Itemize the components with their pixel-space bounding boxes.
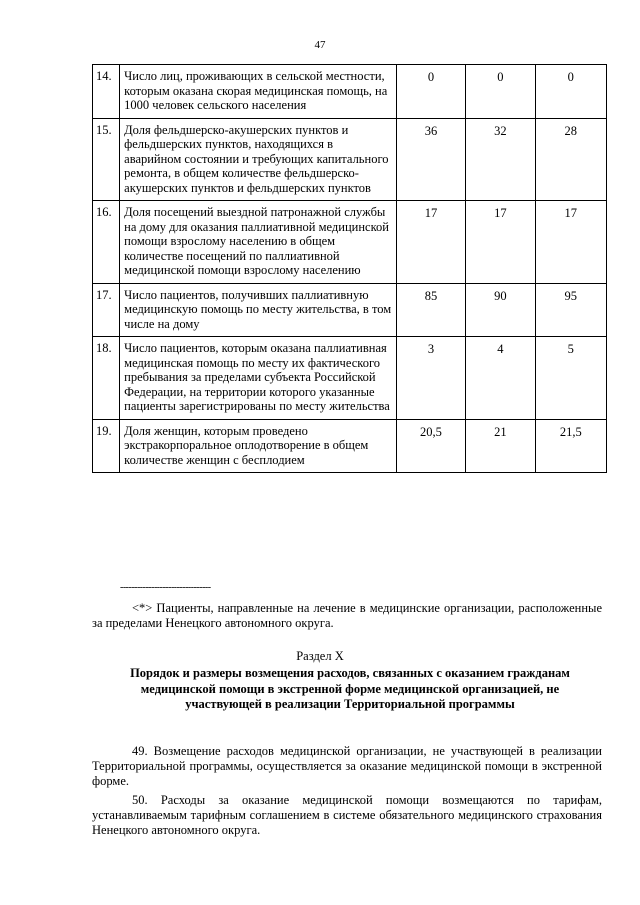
value-year-2: 4 xyxy=(466,337,535,420)
row-number: 17. xyxy=(93,283,120,337)
row-number: 14. xyxy=(93,65,120,119)
indicator-name: Число лиц, проживающих в сельской местности, которым оказана скорая медицинская помощь, на 1000 человек сельского населения xyxy=(120,65,397,119)
row-number: 16. xyxy=(93,201,120,284)
value-year-1: 0 xyxy=(396,65,465,119)
footnote-text: <*> Пациенты, направленные на лечение в медицинские организации, расположенные за пределами Ненецкого автономного округа. xyxy=(92,601,602,630)
row-number: 15. xyxy=(93,118,120,201)
value-year-2: 90 xyxy=(466,283,535,337)
table-row xyxy=(93,283,607,337)
value-year-2: 32 xyxy=(466,118,535,201)
table-row xyxy=(93,118,607,201)
value-year-1: 36 xyxy=(396,118,465,201)
value-year-2: 21 xyxy=(466,419,535,473)
footnote-separator: -------------------------------- xyxy=(120,582,211,593)
value-year-2: 17 xyxy=(466,201,535,284)
row-number: 19. xyxy=(93,419,120,473)
table-row xyxy=(93,201,607,284)
indicator-name: Доля женщин, которым проведено экстракорпоральное оплодотворение в общем количестве женщин с бесплодием xyxy=(120,419,397,473)
value-year-3: 5 xyxy=(535,337,606,420)
value-year-3: 17 xyxy=(535,201,606,284)
section-title: Раздел X xyxy=(296,649,344,663)
table-row xyxy=(93,337,607,420)
paragraph-49: 49. Возмещение расходов медицинской организации, не участвующей в реализации Территориальной программы, осуществляется за оказание медицинской помощи в экстренной форме. xyxy=(92,744,602,788)
indicators-table xyxy=(92,64,607,473)
value-year-1: 17 xyxy=(396,201,465,284)
value-year-1: 85 xyxy=(396,283,465,337)
indicator-name: Доля фельдшерско-акушерских пунктов и фельдшерских пунктов, находящихся в аварийном состоянии и требующих капитального ремонта, в общем количестве фельдшерско-акушерских пунктов и фельдшерских пунктов xyxy=(120,118,397,201)
indicator-name: Число пациентов, получивших паллиативную медицинскую помощь по месту жительства, в том числе на дому xyxy=(120,283,397,337)
value-year-3: 95 xyxy=(535,283,606,337)
value-year-3: 28 xyxy=(535,118,606,201)
indicator-name: Доля посещений выездной патронажной службы на дому для оказания паллиативной медицинской помощи взрослому населению в общем количестве посещений по паллиативной медицинской помощи взрослому населению xyxy=(120,201,397,284)
value-year-1: 3 xyxy=(396,337,465,420)
page-number: 47 xyxy=(314,39,326,51)
paragraph-50: 50. Расходы за оказание медицинской помощи возмещаются по тарифам, устанавливаемым тарифным соглашением в системе обязательного медицинского страхования Ненецкого автономного округа. xyxy=(92,793,602,837)
indicator-name: Число пациентов, которым оказана паллиативная медицинская помощь по месту их фактического пребывания за пределами субъекта Российской Федерации, на территории которого указанные пациенты зарегистрированы по месту жительства xyxy=(120,337,397,420)
row-number: 18. xyxy=(93,337,120,420)
section-heading: Порядок и размеры возмещения расходов, связанных с оказанием гражданам медицинской помощи в экстренной форме медицинской организацией, не участвующей в реализации Территориальной программы xyxy=(130,666,570,711)
value-year-3: 0 xyxy=(535,65,606,119)
value-year-3: 21,5 xyxy=(535,419,606,473)
value-year-1: 20,5 xyxy=(396,419,465,473)
value-year-2: 0 xyxy=(466,65,535,119)
table-row xyxy=(93,419,607,473)
table-row xyxy=(93,65,607,119)
